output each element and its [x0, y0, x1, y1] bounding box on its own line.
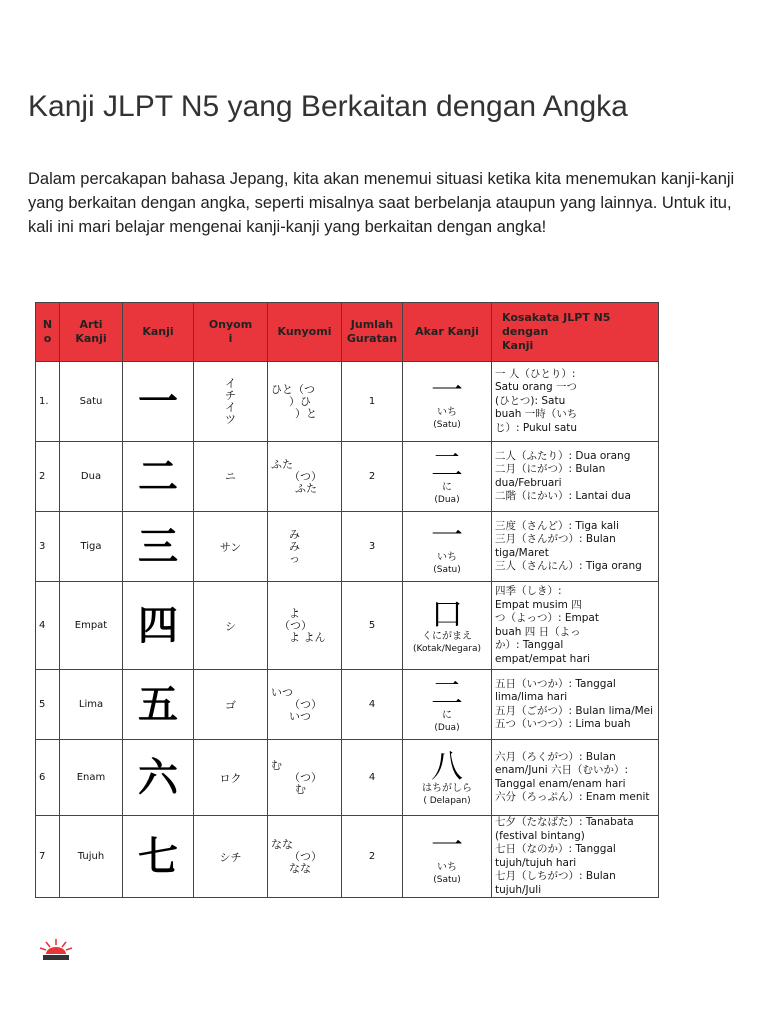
kunyomi-line: （つ） [279, 618, 312, 632]
row-radical [403, 670, 492, 740]
radical-meaning: (Satu) [433, 419, 461, 430]
row-kanji [123, 512, 194, 582]
kanji-character: 五 [138, 681, 178, 728]
vocab-line: 七夕（たなばた）: Tanabata [495, 816, 634, 828]
row-meaning: Dua [60, 442, 123, 512]
row-number: 2 [36, 442, 60, 512]
row-onyomi [194, 442, 268, 512]
vocab-line: 二階（にかい）: Lantai dua [495, 490, 631, 502]
vocab-line: 五つ（いつつ）: Lima buah [495, 718, 631, 730]
row-onyomi [194, 362, 268, 442]
kanji-character: 四 [138, 602, 178, 649]
radical-reading: はちがしら [422, 782, 472, 794]
header-akar: Akar Kanji [403, 303, 492, 362]
row-number: 4 [36, 582, 60, 670]
radical-reading: いち [437, 861, 457, 873]
rising-sun-logo-icon [37, 937, 75, 967]
row-kanji [123, 740, 194, 816]
kunyomi-line: （つ） [289, 770, 322, 784]
row-vocabulary [492, 512, 659, 582]
radical-meaning: (Dua) [434, 722, 460, 733]
row-radical [403, 816, 492, 898]
kunyomi-line: なな [289, 861, 311, 875]
vocab-line: つ（よっつ）: Empat [495, 612, 599, 624]
vocab-line: empat/empat hari [495, 652, 591, 665]
row-stroke-count: 4 [342, 670, 403, 740]
header-onyomi: Onyom i [194, 303, 268, 362]
radical-kanji: 口 [430, 594, 463, 633]
radical-kanji: 一 [430, 825, 463, 864]
radical-kanji: 八 [430, 746, 463, 785]
table-row [36, 740, 659, 816]
vocab-line: enam/Juni 六日（むいか）: [495, 764, 629, 776]
row-meaning: Tiga [60, 512, 123, 582]
vocab-line: tujuh/tujuh hari [495, 856, 577, 869]
radical-kanji: 一 [430, 515, 463, 554]
header-no: N o [36, 303, 60, 362]
header-jumlah: Jumlah Guratan [342, 303, 403, 362]
radical-kanji: 二 [430, 445, 463, 484]
row-kanji [123, 362, 194, 442]
radical-reading: いち [437, 406, 457, 418]
table-row [36, 442, 659, 512]
row-number: 6 [36, 740, 60, 816]
row-onyomi: シチ [194, 816, 268, 898]
row-kanji [123, 582, 194, 670]
header-kunyomi: Kunyomi [268, 303, 342, 362]
kunyomi-line: む [295, 782, 306, 796]
vocab-line: buah 一時（いち [495, 408, 578, 421]
kunyomi-line: （つ） [289, 697, 322, 711]
vocab-line: 五日（いつか）: Tanggal [495, 677, 616, 690]
vocab-line: 四季（しき）: [495, 585, 562, 597]
header-arti: Arti Kanji [60, 303, 123, 362]
kanji-character: 三 [138, 523, 178, 570]
row-meaning: Lima [60, 670, 123, 740]
row-number: 1. [36, 362, 60, 442]
table-row [36, 512, 659, 582]
row-stroke-count: 4 [342, 740, 403, 816]
row-meaning: Empat [60, 582, 123, 670]
row-radical [403, 362, 492, 442]
radical-reading: に [442, 709, 452, 721]
row-kanji [123, 816, 194, 898]
kunyomi-line: よ [289, 606, 300, 620]
row-kanji [123, 670, 194, 740]
vocab-line: Empat musim 四 [495, 598, 582, 611]
vocab-line: 三人（さんにん）: Tiga orang [495, 560, 642, 572]
kunyomi-line: ）と [295, 406, 317, 420]
vocab-line: 二月（にがつ）: Bulan [495, 463, 606, 475]
table-row [36, 362, 659, 442]
vocab-line: Satu orang 一つ [495, 381, 578, 394]
radical-reading: くにがまえ [422, 630, 472, 642]
kunyomi-line: ひと（つ [271, 382, 315, 396]
kunyomi-line: よ よん [289, 630, 326, 644]
vocab-line: 六分（ろっぷん）: Enam menit [495, 791, 650, 803]
onyomi-text: イチイツ [225, 376, 236, 426]
vocab-line: 七月（しちがつ）: Bulan [495, 870, 616, 882]
row-number: 7 [36, 816, 60, 898]
radical-meaning: (Kotak/Negara) [413, 643, 481, 654]
kanji-character: 六 [138, 754, 178, 801]
vocab-line: じ）: Pukul satu [495, 421, 578, 434]
vocab-line: 三度（さんど）: Tiga kali [495, 519, 619, 532]
row-number: 3 [36, 512, 60, 582]
row-onyomi: サン [194, 512, 268, 582]
row-vocabulary [492, 816, 659, 898]
vocab-line: 二人（ふたり）: Dua orang [495, 449, 631, 462]
row-kunyomi [268, 670, 342, 740]
row-kanji [123, 442, 194, 512]
row-vocabulary [492, 740, 659, 816]
vocab-line: buah 四 日（よっ [495, 625, 581, 638]
radical-kanji: 一 [430, 370, 463, 409]
row-onyomi: ロク [194, 740, 268, 816]
vocab-line: 三月（さんがつ）: Bulan [495, 533, 616, 545]
kanji-character: 七 [138, 833, 178, 880]
row-number: 5 [36, 670, 60, 740]
table-row [36, 582, 659, 670]
radical-meaning: (Satu) [433, 564, 461, 575]
row-vocabulary [492, 362, 659, 442]
row-stroke-count: 3 [342, 512, 403, 582]
table-row [36, 670, 659, 740]
kunyomi-line: ）ひ [289, 394, 311, 408]
radical-reading: いち [437, 551, 457, 563]
kunyomi-line: む [271, 758, 282, 772]
kanji-character: 一 [138, 378, 178, 425]
row-onyomi: ゴ [194, 670, 268, 740]
vocab-line: dua/Februari [495, 476, 562, 489]
header-vocab: Kosakata JLPT N5 dengan Kanji [492, 303, 659, 362]
onyomi-text: ニ [225, 470, 236, 483]
row-kunyomi [268, 362, 342, 442]
radical-kanji: 二 [430, 673, 463, 712]
row-kunyomi [268, 582, 342, 670]
row-kunyomi [268, 740, 342, 816]
row-stroke-count: 1 [342, 362, 403, 442]
row-meaning: Tujuh [60, 816, 123, 898]
vocab-line: lima/lima hari [495, 691, 568, 703]
table-header-row [36, 303, 659, 362]
kunyomi-line: （つ） [289, 469, 322, 483]
vocab-line: Tanggal enam/enam hari [495, 777, 626, 790]
row-onyomi: シ [194, 582, 268, 670]
kunyomi-line: いつ [271, 685, 293, 699]
row-meaning: Satu [60, 362, 123, 442]
row-radical [403, 582, 492, 670]
kunyomi-line: なな [271, 837, 293, 851]
row-vocabulary [492, 582, 659, 670]
vocab-line: tujuh/Juli [495, 883, 542, 896]
kunyomi-line: み [289, 539, 300, 553]
row-stroke-count: 5 [342, 582, 403, 670]
vocab-line: (festival bintang) [495, 829, 585, 842]
page-title: Kanji JLPT N5 yang Berkaitan dengan Angka [28, 90, 628, 123]
vocab-line: 六月（ろくがつ）: Bulan [495, 750, 616, 763]
row-vocabulary [492, 670, 659, 740]
row-stroke-count: 2 [342, 816, 403, 898]
kunyomi-line: み [289, 527, 300, 541]
row-stroke-count: 2 [342, 442, 403, 512]
row-radical [403, 442, 492, 512]
vocab-line: 七日（なのか）: Tanggal [495, 843, 616, 855]
vocab-line: 一 人（ひとり）: [495, 367, 576, 380]
vocab-line: (ひとつ): Satu [495, 394, 566, 407]
kunyomi-line: いつ [289, 709, 311, 723]
row-radical [403, 740, 492, 816]
row-meaning: Enam [60, 740, 123, 816]
kanji-character: 二 [138, 453, 178, 500]
row-kunyomi [268, 816, 342, 898]
row-kunyomi [268, 512, 342, 582]
row-kunyomi [268, 442, 342, 512]
kunyomi-line: ふた [295, 481, 317, 495]
vocab-line: 五月（ごがつ）: Bulan lima/Mei [495, 704, 654, 717]
radical-meaning: (Dua) [434, 494, 460, 505]
table-row [36, 816, 659, 898]
radical-meaning: ( Delapan) [423, 795, 471, 806]
row-radical [403, 512, 492, 582]
radical-reading: に [442, 481, 452, 493]
kunyomi-line: （つ） [289, 849, 322, 863]
row-vocabulary [492, 442, 659, 512]
intro-paragraph: Dalam percakapan bahasa Jepang, kita akan menemui situasi ketika kita menemukan kanji-kanji yang berkaitan dengan angka, seperti misalnya saat berbelanja ataupun yang lainnya. Untuk itu, kali ini mari belajar mengenai kanji-kanji yang berkaitan dengan angka! [28, 170, 735, 236]
kunyomi-line: っ [289, 551, 300, 565]
vocab-line: か）: Tanggal [495, 639, 564, 651]
radical-meaning: (Satu) [433, 874, 461, 885]
kanji-table [35, 302, 659, 898]
kunyomi-line: ふた [271, 457, 293, 471]
vocab-line: tiga/Maret [495, 546, 549, 559]
header-kanji: Kanji [123, 303, 194, 362]
